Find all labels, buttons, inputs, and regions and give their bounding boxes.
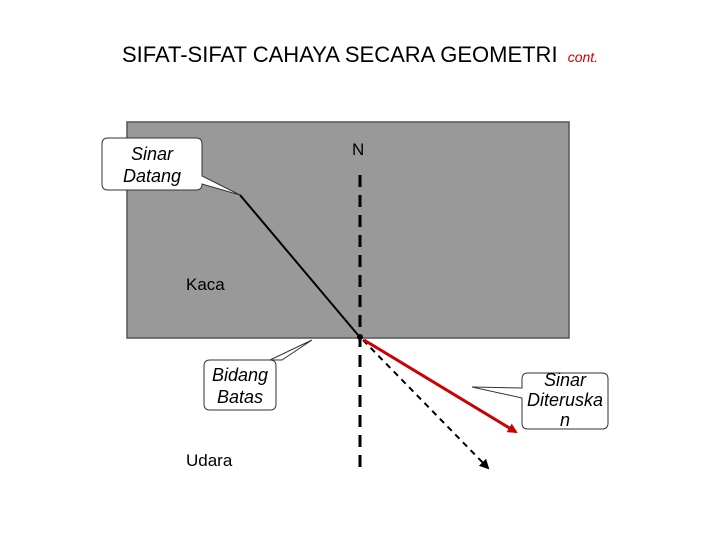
callout-boundary-line-2: Batas bbox=[216, 387, 264, 407]
title-main: SIFAT-SIFAT CAHAYA SECARA GEOMETRI bbox=[121, 42, 558, 67]
callout-refracted-line-2: Diteruska bbox=[526, 390, 604, 410]
callout-refracted-text bbox=[522, 370, 608, 430]
refracted-ray bbox=[364, 340, 516, 432]
title-suffix: cont. bbox=[567, 49, 599, 65]
callout-incident-line-2: Datang bbox=[122, 166, 182, 186]
callout-refracted-line-1: Sinar bbox=[543, 370, 587, 390]
incidence-point bbox=[357, 334, 363, 340]
callout-incident-line-1: Sinar bbox=[130, 144, 174, 164]
callout-boundary-text bbox=[206, 364, 274, 408]
glass-label: Kaca bbox=[186, 275, 225, 294]
callout-boundary-line-1: Bidang bbox=[211, 365, 269, 385]
callout-refracted-line-3: n bbox=[559, 410, 570, 430]
callout-incident-text bbox=[104, 143, 200, 187]
air-label: Udara bbox=[186, 451, 233, 470]
normal-label: N bbox=[352, 140, 365, 159]
